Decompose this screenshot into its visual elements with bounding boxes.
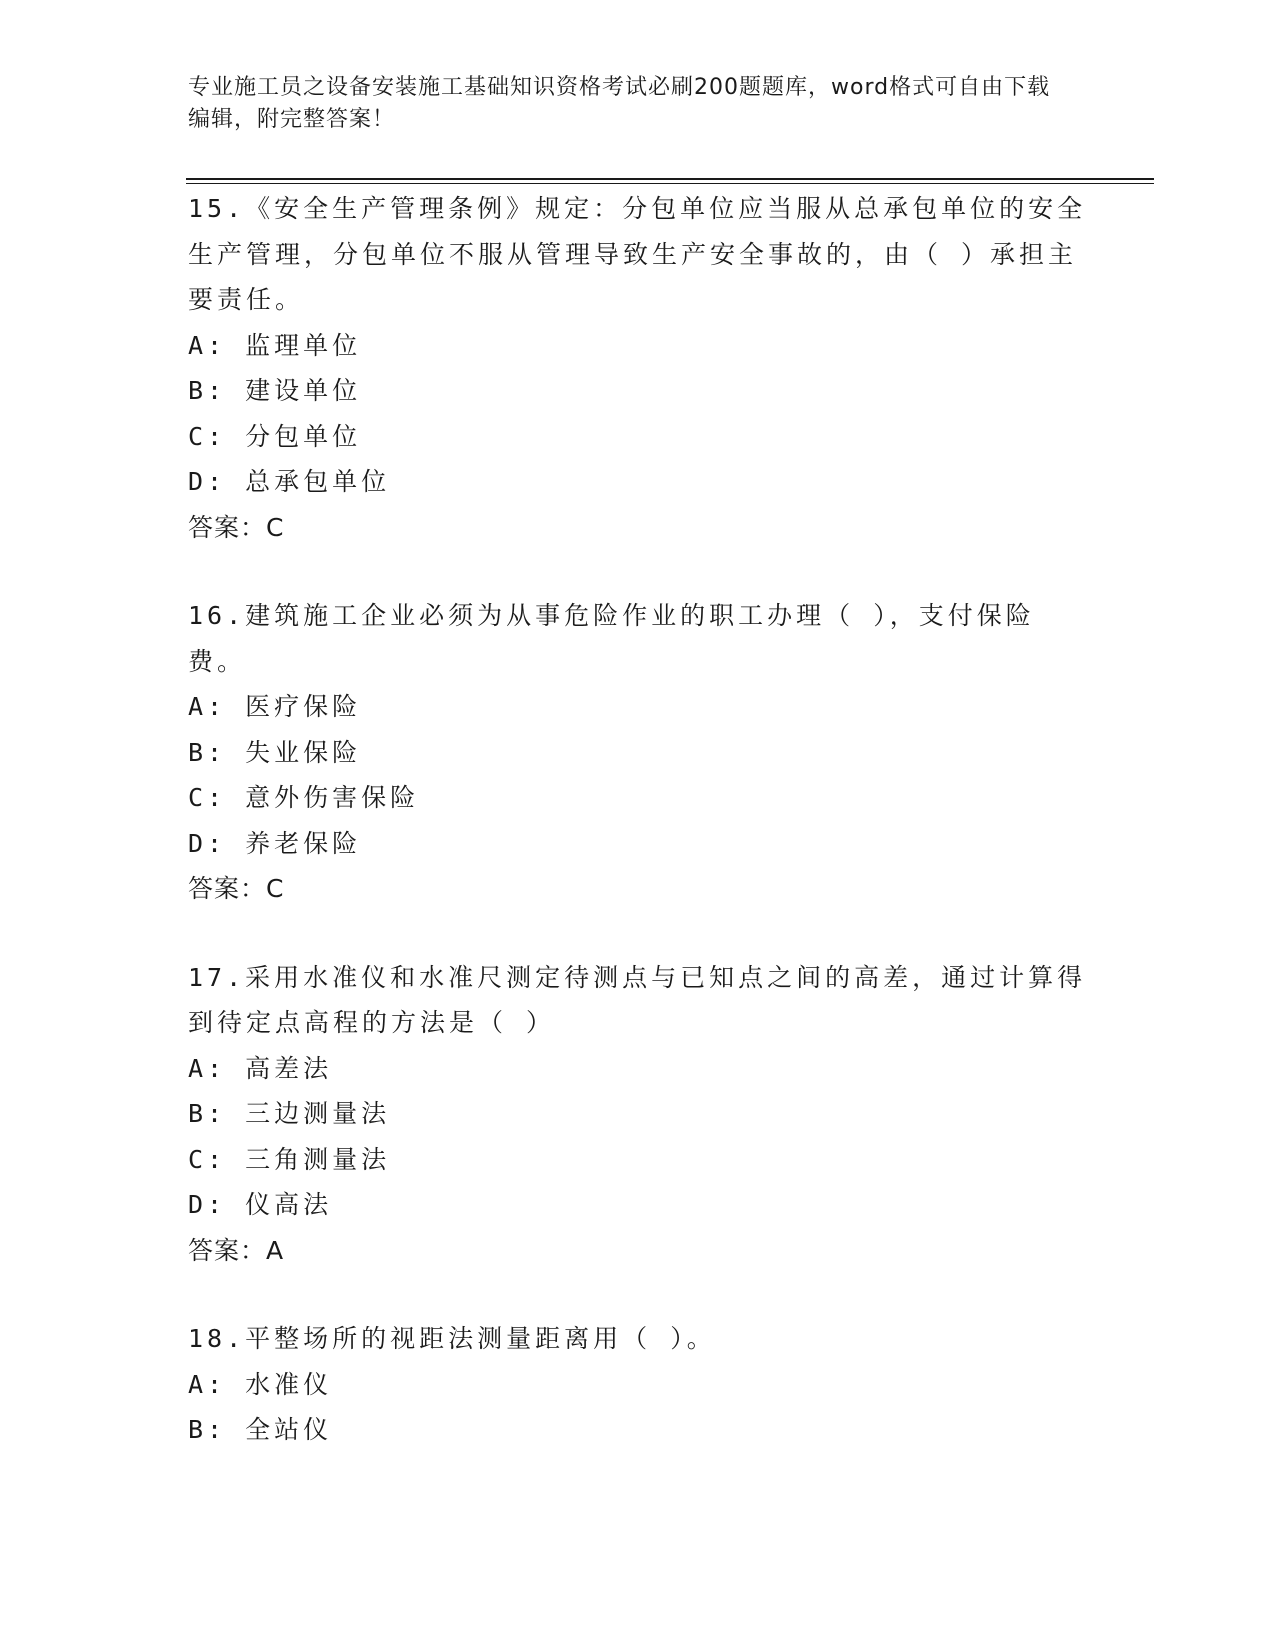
option-a: A: 高差法 (188, 1053, 333, 1083)
option-b: B: 全站仪 (188, 1415, 333, 1444)
question-text: 16.建筑施工企业必须为从事危险作业的职工办理（ ），支付保险费。 (188, 601, 1035, 676)
option-c: C: 意外伤害保险 (188, 783, 420, 812)
question-18 (188, 1316, 1088, 1453)
question-text: 15.《安全生产管理条例》规定：分包单位应当服从总承包单位的安全生产管理，分包单位不服从管理导致生产安全事故的，由（ ）承担主要责任。 (188, 194, 1087, 314)
option-c: C: 分包单位 (188, 421, 362, 451)
header-rule-thick (186, 178, 1154, 180)
option-d: D: 总承包单位 (188, 467, 391, 496)
option-c: C: 三角测量法 (188, 1144, 391, 1174)
question-text: 18.平整场所的视距法测量距离用（ ）。 (188, 1324, 716, 1353)
question-16 (188, 593, 1088, 912)
answer-line: 答案：A (188, 1235, 285, 1265)
option-b: B: 失业保险 (188, 737, 362, 767)
option-a: A: 监理单位 (188, 330, 362, 360)
option-d: D: 仪高法 (188, 1190, 333, 1219)
option-a: A: 医疗保险 (188, 692, 362, 721)
option-d: D: 养老保险 (188, 828, 362, 858)
document-header: 专业施工员之设备安装施工基础知识资格考试必刷200题题库，word格式可自由下载编辑，附完整答案！ (188, 75, 1051, 132)
question-list (188, 186, 1088, 1496)
question-text: 17.采用水准仪和水准尺测定待测点与已知点之间的高差，通过计算得到待定点高程的方法是（ ） (188, 962, 1087, 1037)
option-b: B: 三边测量法 (188, 1099, 391, 1128)
question-17 (188, 955, 1088, 1274)
option-a: A: 水准仪 (188, 1369, 333, 1399)
answer-line: 答案：C (188, 874, 285, 903)
option-b: B: 建设单位 (188, 376, 362, 405)
answer-line: 答案：C (188, 512, 285, 542)
header-rule-thin (186, 183, 1154, 184)
question-15 (188, 186, 1088, 550)
